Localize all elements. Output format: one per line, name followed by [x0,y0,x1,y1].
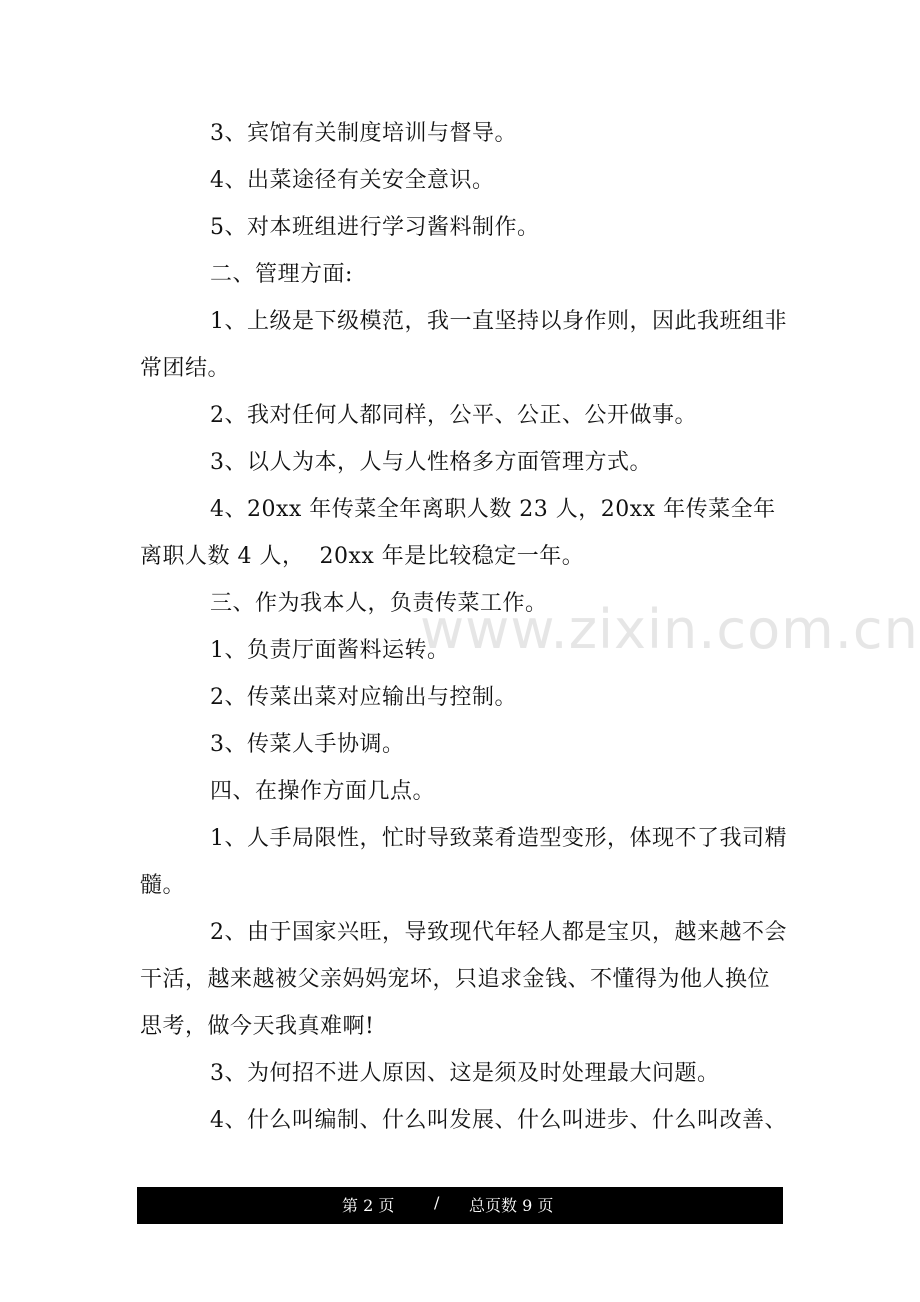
paragraph: 3、传菜人手协调。 [210,732,405,757]
page-separator: / [434,1193,440,1212]
paragraph: 2、由于国家兴旺，导致现代年轻人都是宝贝，越来越不会干活，越来越被父亲妈妈宠坏，只追求金钱、不懂得为他人换位思考，做今天我真难啊! [140,920,787,1039]
paragraph: 3、宾馆有关制度培训与督导。 [210,121,517,146]
paragraph: 2、传菜出菜对应输出与控制。 [210,685,517,710]
paragraph: 1、上级是下级模范，我一直坚持以身作则，因此我班组非常团结。 [140,309,787,381]
paragraph: 4、什么叫编制、什么叫发展、什么叫进步、什么叫改善、 [210,1108,787,1133]
paragraph: 3、以人为本，人与人性格多方面管理方式。 [210,450,652,475]
page-number: 第 2 页 [342,1196,395,1215]
document-body [140,110,790,1144]
section-heading: 四、在操作方面几点。 [210,779,436,804]
paragraph: 2、我对任何人都同样，公平、公正、公开做事。 [210,403,697,428]
page-footer [137,1187,783,1224]
paragraph: 5、对本班组进行学习酱料制作。 [210,215,540,240]
paragraph: 1、负责厅面酱料运转。 [210,638,450,663]
section-heading: 三、作为我本人，负责传菜工作。 [210,591,548,616]
paragraph: 4、出菜途径有关安全意识。 [210,168,495,193]
paragraph: 3、为何招不进人原因、这是须及时处理最大问题。 [210,1061,720,1086]
paragraph: 1、人手局限性，忙时导致菜肴造型变形，体现不了我司精髓。 [140,826,787,898]
paragraph: 4、20xx 年传菜全年离职人数 23 人，20xx 年传菜全年离职人数 4 人， 20xx 年是比较稳定一年。 [140,497,776,569]
section-heading: 二、管理方面: [210,262,353,287]
total-pages: 总页数 9 页 [469,1196,554,1215]
watermark: www.zixin.com.cn [420,598,919,661]
